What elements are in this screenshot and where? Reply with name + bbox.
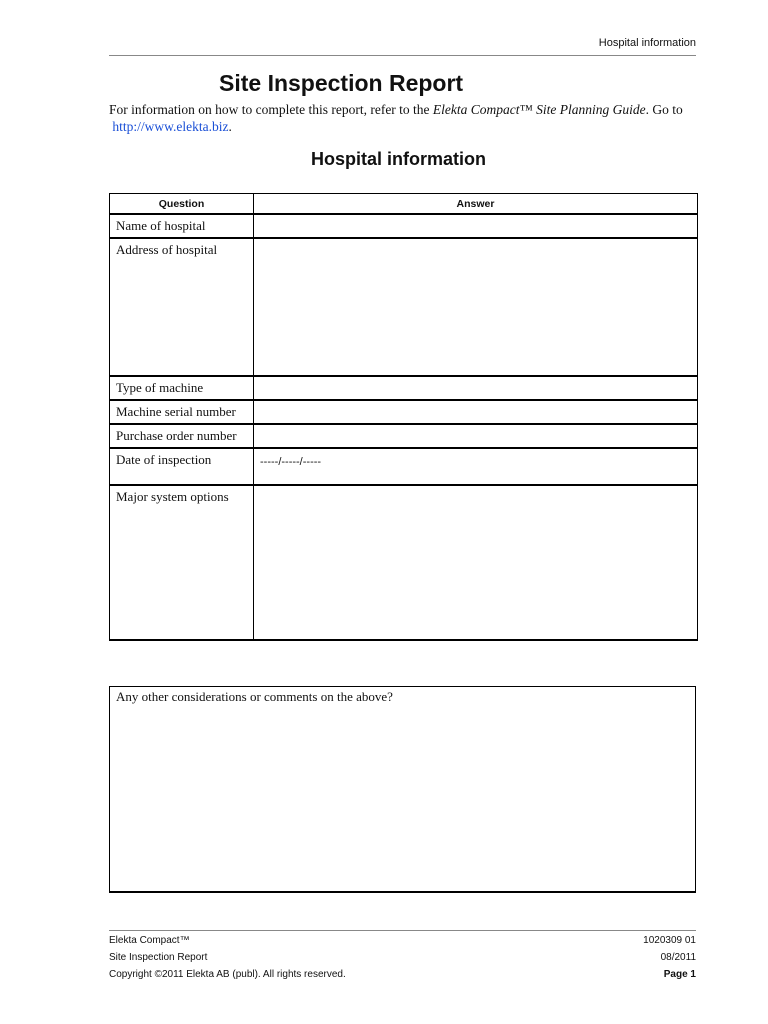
footer-doc-number: 1020309 01 <box>643 935 696 946</box>
table-row <box>110 376 698 400</box>
question-cell: Purchase order number <box>110 424 254 448</box>
table-row <box>110 424 698 448</box>
running-header: Hospital information <box>598 37 696 49</box>
footer-line-2 <box>109 952 696 963</box>
page-title: Site Inspection Report <box>219 70 464 96</box>
question-cell: Date of inspection <box>110 448 254 485</box>
question-cell: Machine serial number <box>110 400 254 424</box>
answer-cell-purchase-order[interactable] <box>254 424 698 448</box>
column-header-question: Question <box>110 194 254 215</box>
intro-suffix: . Go to <box>645 102 683 117</box>
footer-doc-title: Site Inspection Report <box>109 952 208 963</box>
question-cell: Address of hospital <box>110 238 254 376</box>
question-cell: Type of machine <box>110 376 254 400</box>
intro-end: . <box>228 119 232 134</box>
table-row <box>110 485 698 640</box>
table-row <box>110 238 698 376</box>
answer-cell-system-options[interactable] <box>254 485 698 640</box>
table-row <box>110 400 698 424</box>
footer-line-3 <box>109 969 696 980</box>
footer-line-1 <box>109 935 696 946</box>
answer-cell-hospital-address[interactable] <box>254 238 698 376</box>
footer-date: 08/2011 <box>660 952 696 963</box>
date-placeholder: -----/-----/----- <box>260 456 322 468</box>
elekta-link[interactable]: http://www.elekta.biz <box>112 119 229 134</box>
answer-cell-hospital-name[interactable] <box>254 214 698 238</box>
footer-rule <box>109 930 696 931</box>
answer-cell-machine-type[interactable] <box>254 376 698 400</box>
column-header-answer: Answer <box>254 194 698 215</box>
table-header-row <box>110 194 698 215</box>
answer-cell-serial-number[interactable] <box>254 400 698 424</box>
question-cell: Major system options <box>110 485 254 640</box>
footer-product: Elekta Compact™ <box>109 935 190 946</box>
answer-cell-inspection-date[interactable] <box>254 448 698 485</box>
hospital-info-table <box>109 193 698 641</box>
comments-label: Any other considerations or comments on the above? <box>116 689 393 704</box>
section-title: Hospital information <box>311 149 486 169</box>
question-cell: Name of hospital <box>110 214 254 238</box>
table-row <box>110 448 698 485</box>
header-rule <box>109 55 696 56</box>
intro-prefix: For information on how to complete this report, refer to the <box>109 102 433 117</box>
intro-text <box>109 101 699 135</box>
footer-page-number: Page 1 <box>663 969 696 980</box>
footer-copyright: Copyright ©2011 Elekta AB (publ). All rights reserved. <box>109 969 346 980</box>
table-row <box>110 214 698 238</box>
comments-box[interactable] <box>109 686 696 893</box>
guide-title: Elekta Compact™ Site Planning Guide <box>432 102 646 117</box>
